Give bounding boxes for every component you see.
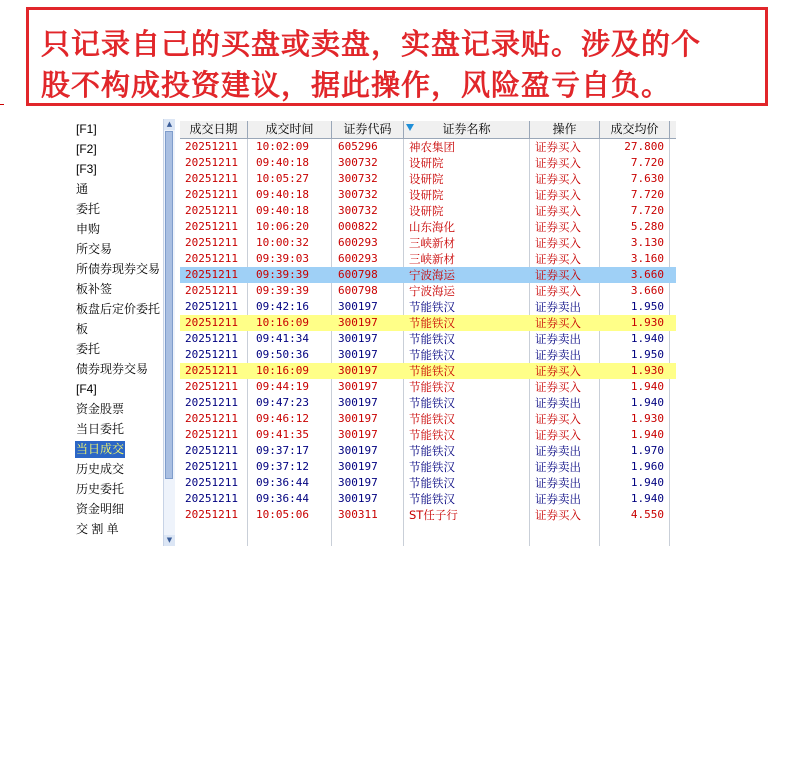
cell-name: 节能铁汉 <box>409 380 455 394</box>
sidebar-item[interactable]: [F1] <box>76 122 97 136</box>
cell-op: 证券卖出 <box>535 444 581 458</box>
sidebar-item[interactable]: 申购 <box>76 222 101 236</box>
cell-op: 证券买入 <box>535 252 581 266</box>
cell-name: 三峡新材 <box>409 236 455 250</box>
cell-name: 设研院 <box>409 172 444 186</box>
table-row[interactable] <box>180 395 676 411</box>
cell-price: 3.160 <box>630 252 664 265</box>
scroll-down-icon[interactable]: ▼ <box>164 535 175 546</box>
cell-time: 09:39:39 <box>256 268 309 281</box>
table-row[interactable] <box>180 299 676 315</box>
cell-name: 节能铁汉 <box>409 316 455 330</box>
scroll-up-icon[interactable]: ▲ <box>164 119 175 130</box>
cell-code: 300197 <box>338 348 378 361</box>
cell-code: 600798 <box>338 268 378 281</box>
scrollbar-thumb[interactable] <box>165 131 173 479</box>
cell-name: 节能铁汉 <box>409 332 455 346</box>
cell-op: 证券买入 <box>535 220 581 234</box>
table-row[interactable] <box>180 379 676 395</box>
cell-date: 20251211 <box>185 380 238 393</box>
cell-price: 4.550 <box>630 508 664 521</box>
table-row[interactable] <box>180 235 676 251</box>
cell-op: 证券买入 <box>535 172 581 186</box>
cell-op: 证券买入 <box>535 316 581 330</box>
cell-price: 1.950 <box>630 300 664 313</box>
cell-name: 节能铁汉 <box>409 460 455 474</box>
cell-date: 20251211 <box>185 300 238 313</box>
cell-name: 三峡新材 <box>409 252 455 266</box>
col-header-date[interactable]: 成交日期 <box>180 121 248 138</box>
cell-price: 1.940 <box>630 492 664 505</box>
cell-op: 证券买入 <box>535 140 581 154</box>
cell-op: 证券卖出 <box>535 332 581 346</box>
table-row[interactable] <box>180 347 676 363</box>
cell-name: 节能铁汉 <box>409 428 455 442</box>
cell-price: 3.660 <box>630 284 664 297</box>
disclaimer-banner <box>26 7 768 106</box>
cell-op: 证券买入 <box>535 156 581 170</box>
table-header <box>180 121 676 139</box>
cell-price: 7.720 <box>630 188 664 201</box>
cell-time: 09:40:18 <box>256 156 309 169</box>
cell-code: 300732 <box>338 204 378 217</box>
cell-price: 1.940 <box>630 476 664 489</box>
disclaimer-line-2: 股不构成投资建议，据此操作，风险盈亏自负。 <box>41 68 672 102</box>
cell-time: 09:41:35 <box>256 428 309 441</box>
cell-code: 600798 <box>338 284 378 297</box>
disclaimer-line-1: 只记录自己的买盘或卖盘，实盘记录贴。涉及的个 <box>41 27 702 61</box>
cell-date: 20251211 <box>185 252 238 265</box>
cell-name: 节能铁汉 <box>409 492 455 506</box>
cell-op: 证券买入 <box>535 268 581 282</box>
cell-price: 1.940 <box>630 332 664 345</box>
sidebar-item[interactable]: 当日成交 <box>76 442 125 456</box>
sort-descending-icon <box>406 124 414 131</box>
cell-name: 宁波海运 <box>409 284 455 298</box>
cell-price: 7.720 <box>630 156 664 169</box>
cell-date: 20251211 <box>185 140 238 153</box>
cell-code: 300197 <box>338 380 378 393</box>
cell-op: 证券买入 <box>535 364 581 378</box>
cell-op: 证券卖出 <box>535 300 581 314</box>
col-header-name-label: 证券名称 <box>442 122 491 136</box>
cell-date: 20251211 <box>185 364 238 377</box>
cell-op: 证券买入 <box>535 508 581 522</box>
table-row[interactable] <box>180 331 676 347</box>
cell-op: 证券卖出 <box>535 396 581 410</box>
sidebar-item[interactable]: 板补签 <box>76 282 113 296</box>
cell-date: 20251211 <box>185 508 238 521</box>
sidebar-item[interactable]: 所债券现券交易 <box>76 262 161 276</box>
cell-code: 300197 <box>338 460 378 473</box>
cell-time: 09:40:18 <box>256 204 309 217</box>
trading-window <box>70 119 676 546</box>
cell-op: 证券买入 <box>535 412 581 426</box>
table-row[interactable] <box>180 315 676 331</box>
cell-time: 10:02:09 <box>256 140 309 153</box>
cell-op: 证券买入 <box>535 188 581 202</box>
cell-code: 300197 <box>338 476 378 489</box>
cell-price: 1.930 <box>630 412 664 425</box>
cell-date: 20251211 <box>185 284 238 297</box>
table-row[interactable] <box>180 187 676 203</box>
cell-time: 10:00:32 <box>256 236 309 249</box>
cell-date: 20251211 <box>185 156 238 169</box>
cell-time: 10:16:09 <box>256 316 309 329</box>
sidebar-item[interactable]: 当日委托 <box>76 422 125 436</box>
cell-price: 5.280 <box>630 220 664 233</box>
cell-price: 1.940 <box>630 396 664 409</box>
cell-time: 09:36:44 <box>256 492 309 505</box>
cell-code: 300197 <box>338 300 378 313</box>
cell-price: 1.950 <box>630 348 664 361</box>
function-nav-tree[interactable] <box>70 119 162 546</box>
sidebar-item[interactable]: 板 <box>76 322 89 336</box>
cell-price: 1.970 <box>630 444 664 457</box>
cell-date: 20251211 <box>185 460 238 473</box>
cell-code: 000822 <box>338 220 378 233</box>
cell-date: 20251211 <box>185 188 238 201</box>
table-row[interactable] <box>180 155 676 171</box>
cell-price: 1.930 <box>630 364 664 377</box>
table-row[interactable] <box>180 411 676 427</box>
sidebar-scrollbar[interactable] <box>163 119 175 546</box>
cell-code: 300197 <box>338 492 378 505</box>
cell-op: 证券卖出 <box>535 476 581 490</box>
cell-date: 20251211 <box>185 204 238 217</box>
trade-table <box>180 121 676 546</box>
cell-price: 1.940 <box>630 380 664 393</box>
cell-price: 3.130 <box>630 236 664 249</box>
cell-code: 300732 <box>338 188 378 201</box>
table-row[interactable] <box>180 251 676 267</box>
cell-code: 300311 <box>338 508 378 521</box>
sidebar-item[interactable]: 委托 <box>76 342 101 356</box>
cell-name: 节能铁汉 <box>409 396 455 410</box>
table-row[interactable] <box>180 219 676 235</box>
cell-time: 09:41:34 <box>256 332 309 345</box>
cell-op: 证券买入 <box>535 236 581 250</box>
cell-code: 300732 <box>338 172 378 185</box>
cell-name: 节能铁汉 <box>409 300 455 314</box>
table-row[interactable] <box>180 507 676 523</box>
table-row[interactable] <box>180 491 676 507</box>
cell-time: 10:16:09 <box>256 364 309 377</box>
cell-code: 605296 <box>338 140 378 153</box>
cell-date: 20251211 <box>185 172 238 185</box>
cell-date: 20251211 <box>185 396 238 409</box>
sidebar-item[interactable]: 历史委托 <box>76 482 125 496</box>
cell-price: 7.720 <box>630 204 664 217</box>
sidebar-item[interactable]: 所交易 <box>76 242 113 256</box>
cell-time: 09:46:12 <box>256 412 309 425</box>
table-row[interactable] <box>180 363 676 379</box>
cell-time: 09:47:23 <box>256 396 309 409</box>
cell-date: 20251211 <box>185 444 238 457</box>
cell-time: 09:50:36 <box>256 348 309 361</box>
cell-price: 1.940 <box>630 428 664 441</box>
cell-date: 20251211 <box>185 220 238 233</box>
cell-date: 20251211 <box>185 332 238 345</box>
cell-code: 300197 <box>338 332 378 345</box>
cell-code: 300197 <box>338 316 378 329</box>
cell-date: 20251211 <box>185 492 238 505</box>
cell-name: 节能铁汉 <box>409 348 455 362</box>
sidebar-item[interactable]: 交 割 单 <box>76 522 119 536</box>
table-row[interactable] <box>180 475 676 491</box>
table-row[interactable] <box>180 283 676 299</box>
cell-name: ST任子行 <box>409 508 458 522</box>
sidebar-item[interactable]: 委托 <box>76 202 101 216</box>
cell-code: 300197 <box>338 396 378 409</box>
sidebar-item[interactable]: 历史成交 <box>76 462 125 476</box>
cell-time: 10:05:06 <box>256 508 309 521</box>
col-header-op[interactable]: 操作 <box>530 121 600 138</box>
cell-op: 证券买入 <box>535 284 581 298</box>
cell-time: 10:06:20 <box>256 220 309 233</box>
cell-time: 09:36:44 <box>256 476 309 489</box>
table-row[interactable] <box>180 203 676 219</box>
cell-time: 09:39:03 <box>256 252 309 265</box>
sidebar-item[interactable]: [F3] <box>76 162 97 176</box>
table-row[interactable] <box>180 267 676 283</box>
cell-op: 证券买入 <box>535 380 581 394</box>
table-row[interactable] <box>180 459 676 475</box>
cell-op: 证券卖出 <box>535 460 581 474</box>
col-header-code[interactable]: 证券代码 <box>332 121 404 138</box>
cell-price: 7.630 <box>630 172 664 185</box>
cell-time: 10:05:27 <box>256 172 309 185</box>
cell-op: 证券卖出 <box>535 348 581 362</box>
cell-price: 3.660 <box>630 268 664 281</box>
col-header-price[interactable]: 成交均价 <box>600 121 670 138</box>
cell-op: 证券卖出 <box>535 492 581 506</box>
cell-price: 1.930 <box>630 316 664 329</box>
cell-name: 神农集团 <box>409 140 455 154</box>
cell-date: 20251211 <box>185 316 238 329</box>
cell-name: 节能铁汉 <box>409 444 455 458</box>
cell-name: 设研院 <box>409 204 444 218</box>
sidebar-item[interactable]: 债券现券交易 <box>76 362 149 376</box>
cell-date: 20251211 <box>185 268 238 281</box>
table-row[interactable] <box>180 171 676 187</box>
cell-code: 300197 <box>338 428 378 441</box>
cell-time: 09:37:12 <box>256 460 309 473</box>
cell-price: 27.800 <box>624 140 664 153</box>
table-row[interactable] <box>180 427 676 443</box>
cell-time: 09:40:18 <box>256 188 309 201</box>
sidebar-item[interactable]: 板盘后定价委托 <box>76 302 161 316</box>
cell-date: 20251211 <box>185 428 238 441</box>
sidebar-item[interactable]: 通 <box>76 182 89 196</box>
cell-op: 证券买入 <box>535 204 581 218</box>
cell-date: 20251211 <box>185 476 238 489</box>
cell-name: 设研院 <box>409 156 444 170</box>
table-row[interactable] <box>180 443 676 459</box>
sidebar-item[interactable]: 资金股票 <box>76 402 125 416</box>
cell-time: 09:37:17 <box>256 444 309 457</box>
cell-name: 设研院 <box>409 188 444 202</box>
edge-mark <box>0 104 4 105</box>
cell-time: 09:44:19 <box>256 380 309 393</box>
cell-price: 1.960 <box>630 460 664 473</box>
col-header-time[interactable]: 成交时间 <box>248 121 332 138</box>
cell-code: 300197 <box>338 412 378 425</box>
cell-name: 宁波海运 <box>409 268 455 282</box>
cell-date: 20251211 <box>185 412 238 425</box>
cell-op: 证券买入 <box>535 428 581 442</box>
cell-name: 节能铁汉 <box>409 476 455 490</box>
sidebar-item[interactable]: 资金明细 <box>76 502 125 516</box>
cell-name: 山东海化 <box>409 220 455 234</box>
sidebar-item[interactable]: [F2] <box>76 142 97 156</box>
cell-date: 20251211 <box>185 348 238 361</box>
table-row[interactable] <box>180 139 676 155</box>
cell-name: 节能铁汉 <box>409 412 455 426</box>
cell-code: 300732 <box>338 156 378 169</box>
cell-code: 600293 <box>338 236 378 249</box>
sidebar-item[interactable]: [F4] <box>76 382 97 396</box>
cell-code: 300197 <box>338 364 378 377</box>
cell-time: 09:42:16 <box>256 300 309 313</box>
cell-code: 600293 <box>338 252 378 265</box>
cell-date: 20251211 <box>185 236 238 249</box>
col-header-name[interactable] <box>404 121 530 138</box>
cell-time: 09:39:39 <box>256 284 309 297</box>
cell-code: 300197 <box>338 444 378 457</box>
cell-name: 节能铁汉 <box>409 364 455 378</box>
